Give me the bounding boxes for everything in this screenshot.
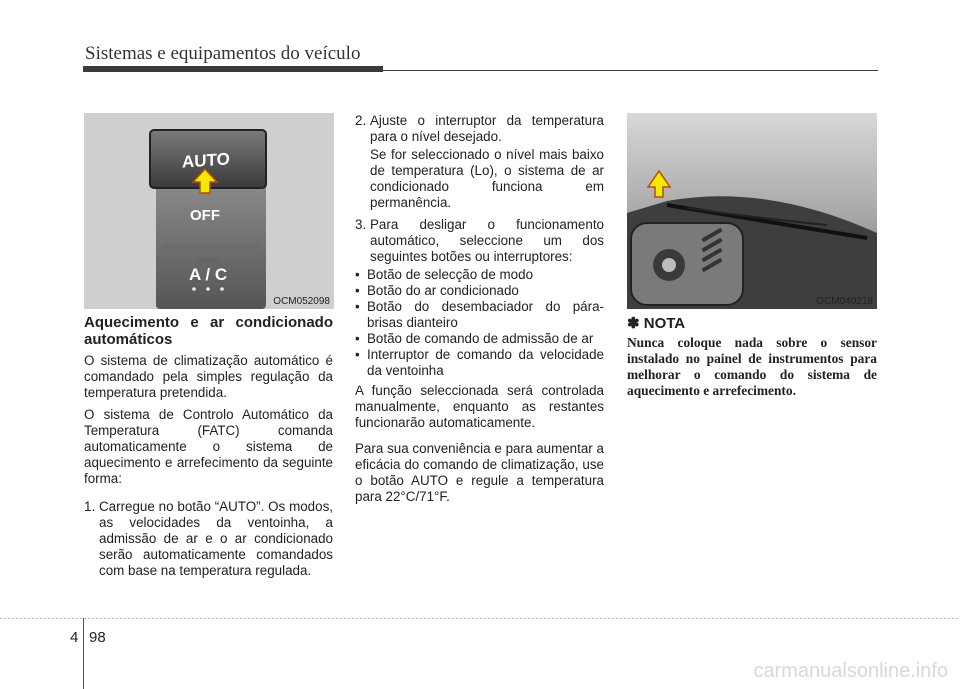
figure-code: OCM040218: [816, 296, 873, 307]
column-3: [627, 316, 877, 399]
list-item: • Botão do desembaciador do pára-brisas dianteiro: [355, 299, 604, 330]
list-item-text: Botão de comando de admissão de ar: [367, 331, 594, 346]
column-2: [355, 113, 604, 511]
list-item: • Interruptor de comando da velocidade da ventoinha: [355, 347, 604, 378]
watermark: carmanualsonline.info: [753, 660, 948, 682]
step-text: Ajuste o interruptor da temperatura para o nível desejado.: [370, 113, 604, 144]
figure-sensor: [627, 113, 877, 309]
list-item: • Botão de selecção de modo: [355, 267, 534, 282]
page-header-title: Sistemas e equipamentos do veículo: [85, 43, 361, 64]
paragraph: Para sua conveniência e para aumentar a eficácia do comando de climatização, use o botão AUTO e regule a temperatura para 22°C/71°F.: [355, 441, 604, 504]
bullet-list: [355, 267, 604, 379]
step-number: 3.: [355, 217, 367, 232]
note-heading: [627, 316, 877, 332]
step-2-note: Se for seleccionado o nível mais baixo de temperatura (Lo), o sistema de ar condicionado funciona em permanência.: [370, 147, 604, 210]
section-heading: Aquecimento e ar condicionado automáticos: [84, 314, 333, 348]
paragraph: O sistema de Controlo Automático da Temperatura (FATC) comanda automaticamente o sistema de aquecimento e arrefecimento da seguinte forma:: [84, 407, 333, 486]
list-item-text: Interruptor de comando da velocidade da ventoinha: [367, 347, 604, 378]
off-label: OFF: [190, 207, 220, 224]
chapter-number: 4: [70, 629, 79, 646]
step-text: Para desligar o funcionamento automático, seleccione um dos seguintes botões ou interruptores:: [370, 217, 604, 264]
paragraph: O sistema de climatização automático é comandado pela simples regulação da temperatura pretendida.: [84, 353, 333, 400]
step-number: 2.: [355, 113, 367, 128]
list-item-text: Botão do desembaciador do pára-brisas dianteiro: [367, 299, 604, 330]
header-bar: [83, 66, 383, 72]
note-text: Nunca coloque nada sobre o sensor instalado no painel de instrumentos para melhorar o comando do sistema de aquecimento e arrefecimento.: [627, 335, 877, 398]
step-text: Carregue no botão “AUTO”. Os modos, as velocidades da ventoinha, a admissão de ar e o ar condicionado serão automaticamente comandados com base na temperatura regulada.: [99, 499, 333, 578]
list-item: • Botão de comando de admissão de ar: [355, 331, 594, 346]
note-title: NOTA: [643, 315, 686, 332]
footer-divider: [83, 618, 84, 689]
sensor-illustration: [627, 113, 877, 309]
step-1: [84, 499, 333, 579]
header-rule: [383, 70, 878, 71]
note-icon: ✽: [627, 315, 640, 332]
figure-code: OCM052098: [273, 296, 330, 307]
list-item: • Botão do ar condicionado: [355, 283, 519, 298]
step-number: 1.: [84, 499, 96, 514]
list-item-text: Botão de selecção de modo: [367, 267, 534, 282]
ac-label: A / C: [189, 265, 228, 284]
footer-dotted-rule: [0, 618, 960, 619]
step-3: [355, 217, 604, 265]
column-1: [84, 314, 333, 585]
auto-label: AUTO: [182, 149, 230, 172]
step-2: [355, 113, 604, 145]
page-number: 98: [89, 629, 106, 646]
figure-auto-button: [84, 113, 334, 309]
paragraph: A função seleccionada será controlada manualmente, enquanto as restantes funcionarão automaticamente.: [355, 383, 604, 430]
list-item-text: Botão do ar condicionado: [367, 283, 519, 298]
